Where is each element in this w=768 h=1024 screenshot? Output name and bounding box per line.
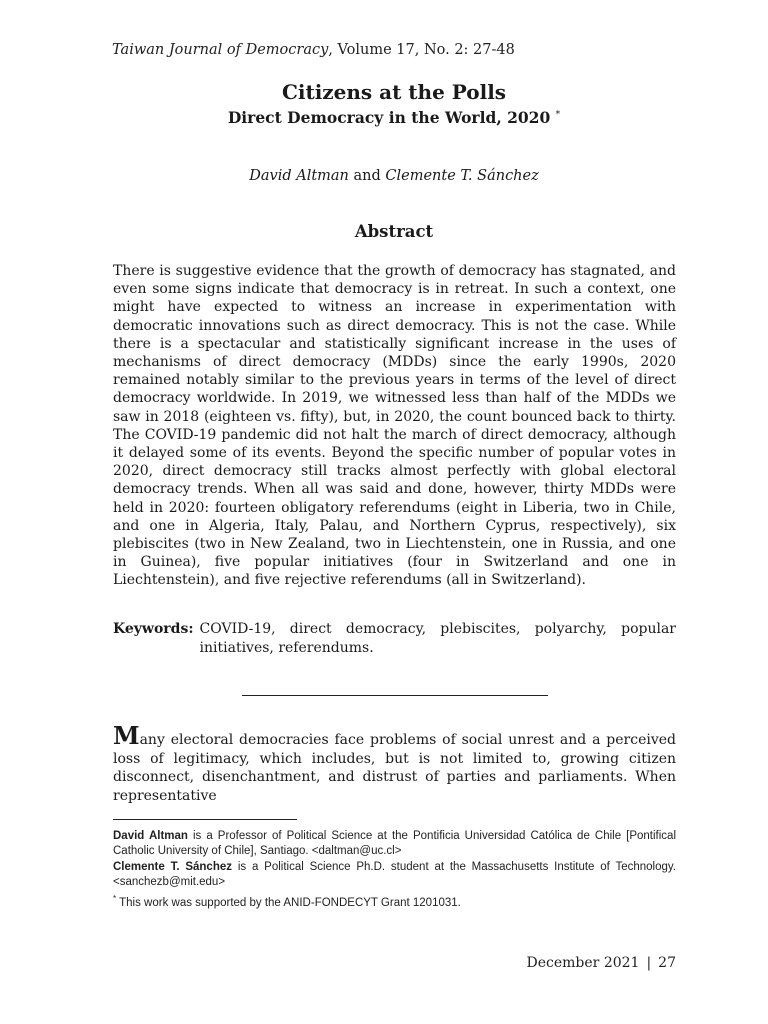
page-number: 27 <box>658 955 676 971</box>
author-line <box>0 168 768 184</box>
drop-cap: M <box>113 721 140 750</box>
footnote-funding <box>113 891 676 911</box>
footer-separator: | <box>646 955 652 971</box>
keywords-block <box>113 620 676 657</box>
keywords-label: Keywords: <box>113 621 194 637</box>
article-title: Citizens at the Polls <box>281 80 507 104</box>
author-conjunction: and <box>353 168 381 184</box>
abstract-heading: Abstract <box>354 222 434 241</box>
intro-text: any electoral democracies face problems of social unrest and a perceived loss of legitimacy, which includes, but is not limited to, growing citizen disconnect, disenchantment, and distrust of parties and parliaments. When representative <box>113 732 676 804</box>
footnote-author-1 <box>113 829 676 859</box>
author-1: David Altman <box>249 168 349 184</box>
keywords-list: COVID-19, direct democracy, plebiscites, polyarchy, popular initiatives, referendums. <box>199 621 676 656</box>
footnote-funding-mark: * <box>113 894 117 903</box>
intro-paragraph <box>113 721 676 805</box>
volume-info: , Volume 17, No. 2: 27-48 <box>328 42 515 58</box>
abstract-text: There is suggestive evidence that the growth of democracy has stagnated, and even some signs indicate that democracy is in retreat. In such a context, one might have expected to witness an increase in experimentation with democratic innovations such as direct democracy. This is not the case. While there is a spectacular and statistically significant increase in the uses of mechanisms of direct democracy (MDDs) since the early 1990s, 2020 remained notably similar to the previous years in terms of the level of direct democracy worldwide. In 2019, we witnessed less than half of the MDDs we saw in 2018 (eighteen vs. fifty), but, in 2020, the count bounced back to thirty. The COVID-19 pandemic did not halt the march of direct democracy, although it delayed some of its events. Beyond the specific number of popular votes in 2020, direct democracy still tracks almost perfectly with global electoral democracy trends. When all was said and done, however, thirty MDDs were held in 2020: fourteen obligatory referendums (eight in Liberia, two in Chile, and one in Algeria, Italy, Palau, and Northern Cyprus, respectively), six plebiscites (two in New Zealand, two in Liechtenstein, one in Russia, and one in Guinea), five popular initiatives (four in Switzerland and one in Liechtenstein), and five rejective referendums (all in Switzerland). <box>113 263 676 589</box>
footnote-author-2 <box>113 860 676 890</box>
footnote-author-2-name: Clemente T. Sánchez <box>113 861 233 873</box>
footnotes <box>113 829 676 912</box>
issue-date: December 2021 <box>526 955 640 971</box>
subtitle-text: Direct Democracy in the World, 2020 <box>227 108 551 127</box>
subtitle-footnote-mark: * <box>555 109 561 120</box>
footnote-funding-text: This work was supported by the ANID-FONDECYT Grant 1201031. <box>116 896 461 909</box>
footnote-author-1-name: David Altman <box>113 830 188 842</box>
footnote-divider <box>113 819 297 820</box>
page-footer <box>527 955 676 971</box>
article-subtitle <box>0 108 768 127</box>
footnote-author-2-text: is a Political Science Ph.D. student at the Massachusetts Institute of Technology. <sanchezb@mit.edu> <box>113 861 676 888</box>
footnote-author-1-text: is a Professor of Political Science at the Pontificia Universidad Católica de Chile [Pontifical Catholic University of Chile], Santiago. <daltman@uc.cl> <box>113 830 677 857</box>
author-2: Clemente T. Sánchez <box>385 168 539 184</box>
running-header <box>112 42 515 58</box>
section-divider <box>242 695 548 696</box>
journal-name: Taiwan Journal of Democracy <box>112 42 329 58</box>
